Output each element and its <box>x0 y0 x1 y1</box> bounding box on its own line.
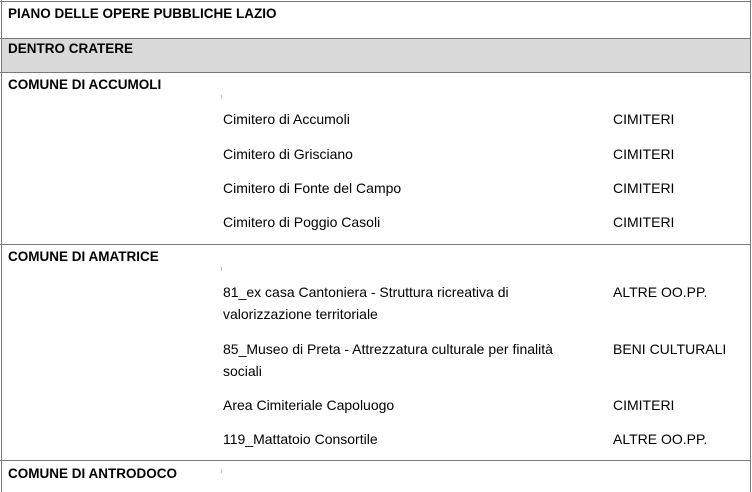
cell-tick <box>221 469 222 473</box>
work-name: Cimitero di Poggio Casoli <box>223 214 381 230</box>
work-category: ALTRE OO.PP. <box>613 431 708 447</box>
section-header: DENTRO CRATERE <box>8 41 134 56</box>
rule-accumoli-bottom <box>0 244 750 245</box>
work-category: BENI CULTURALI <box>613 341 727 357</box>
document-title: PIANO DELLE OPERE PUBBLICHE LAZIO <box>8 6 277 21</box>
work-name-continued: valorizzazione territoriale <box>223 306 378 322</box>
work-name: Cimitero di Fonte del Campo <box>223 180 402 196</box>
work-name-continued: sociali <box>223 363 262 379</box>
work-category: CIMITERI <box>613 111 675 127</box>
work-name: 119_Mattatoio Consortile <box>223 431 378 447</box>
work-category: CIMITERI <box>613 214 675 230</box>
work-category: CIMITERI <box>613 180 675 196</box>
rule-top <box>0 1 750 2</box>
work-name: Cimitero di Accumoli <box>223 111 350 127</box>
rule-amatrice-bottom <box>0 460 750 461</box>
comune-name: COMUNE DI ANTRODOCO <box>8 466 177 481</box>
rule-right <box>750 0 751 492</box>
rule-section-bottom <box>0 72 750 73</box>
rule-left <box>1 0 2 492</box>
cell-tick <box>221 95 222 99</box>
work-category: CIMITERI <box>613 397 675 413</box>
work-name: 81_ex casa Cantoniera - Struttura ricreativa di <box>223 284 509 300</box>
work-category: CIMITERI <box>613 146 675 162</box>
comune-name: COMUNE DI AMATRICE <box>8 249 159 264</box>
work-name: Area Cimiteriale Capoluogo <box>223 397 395 413</box>
work-name: Cimitero di Grisciano <box>223 146 353 162</box>
comune-name: COMUNE DI ACCUMOLI <box>8 77 162 92</box>
cell-tick <box>221 267 222 271</box>
work-name: 85_Museo di Preta - Attrezzatura culturale per finalità <box>223 341 553 357</box>
work-category: ALTRE OO.PP. <box>613 284 708 300</box>
